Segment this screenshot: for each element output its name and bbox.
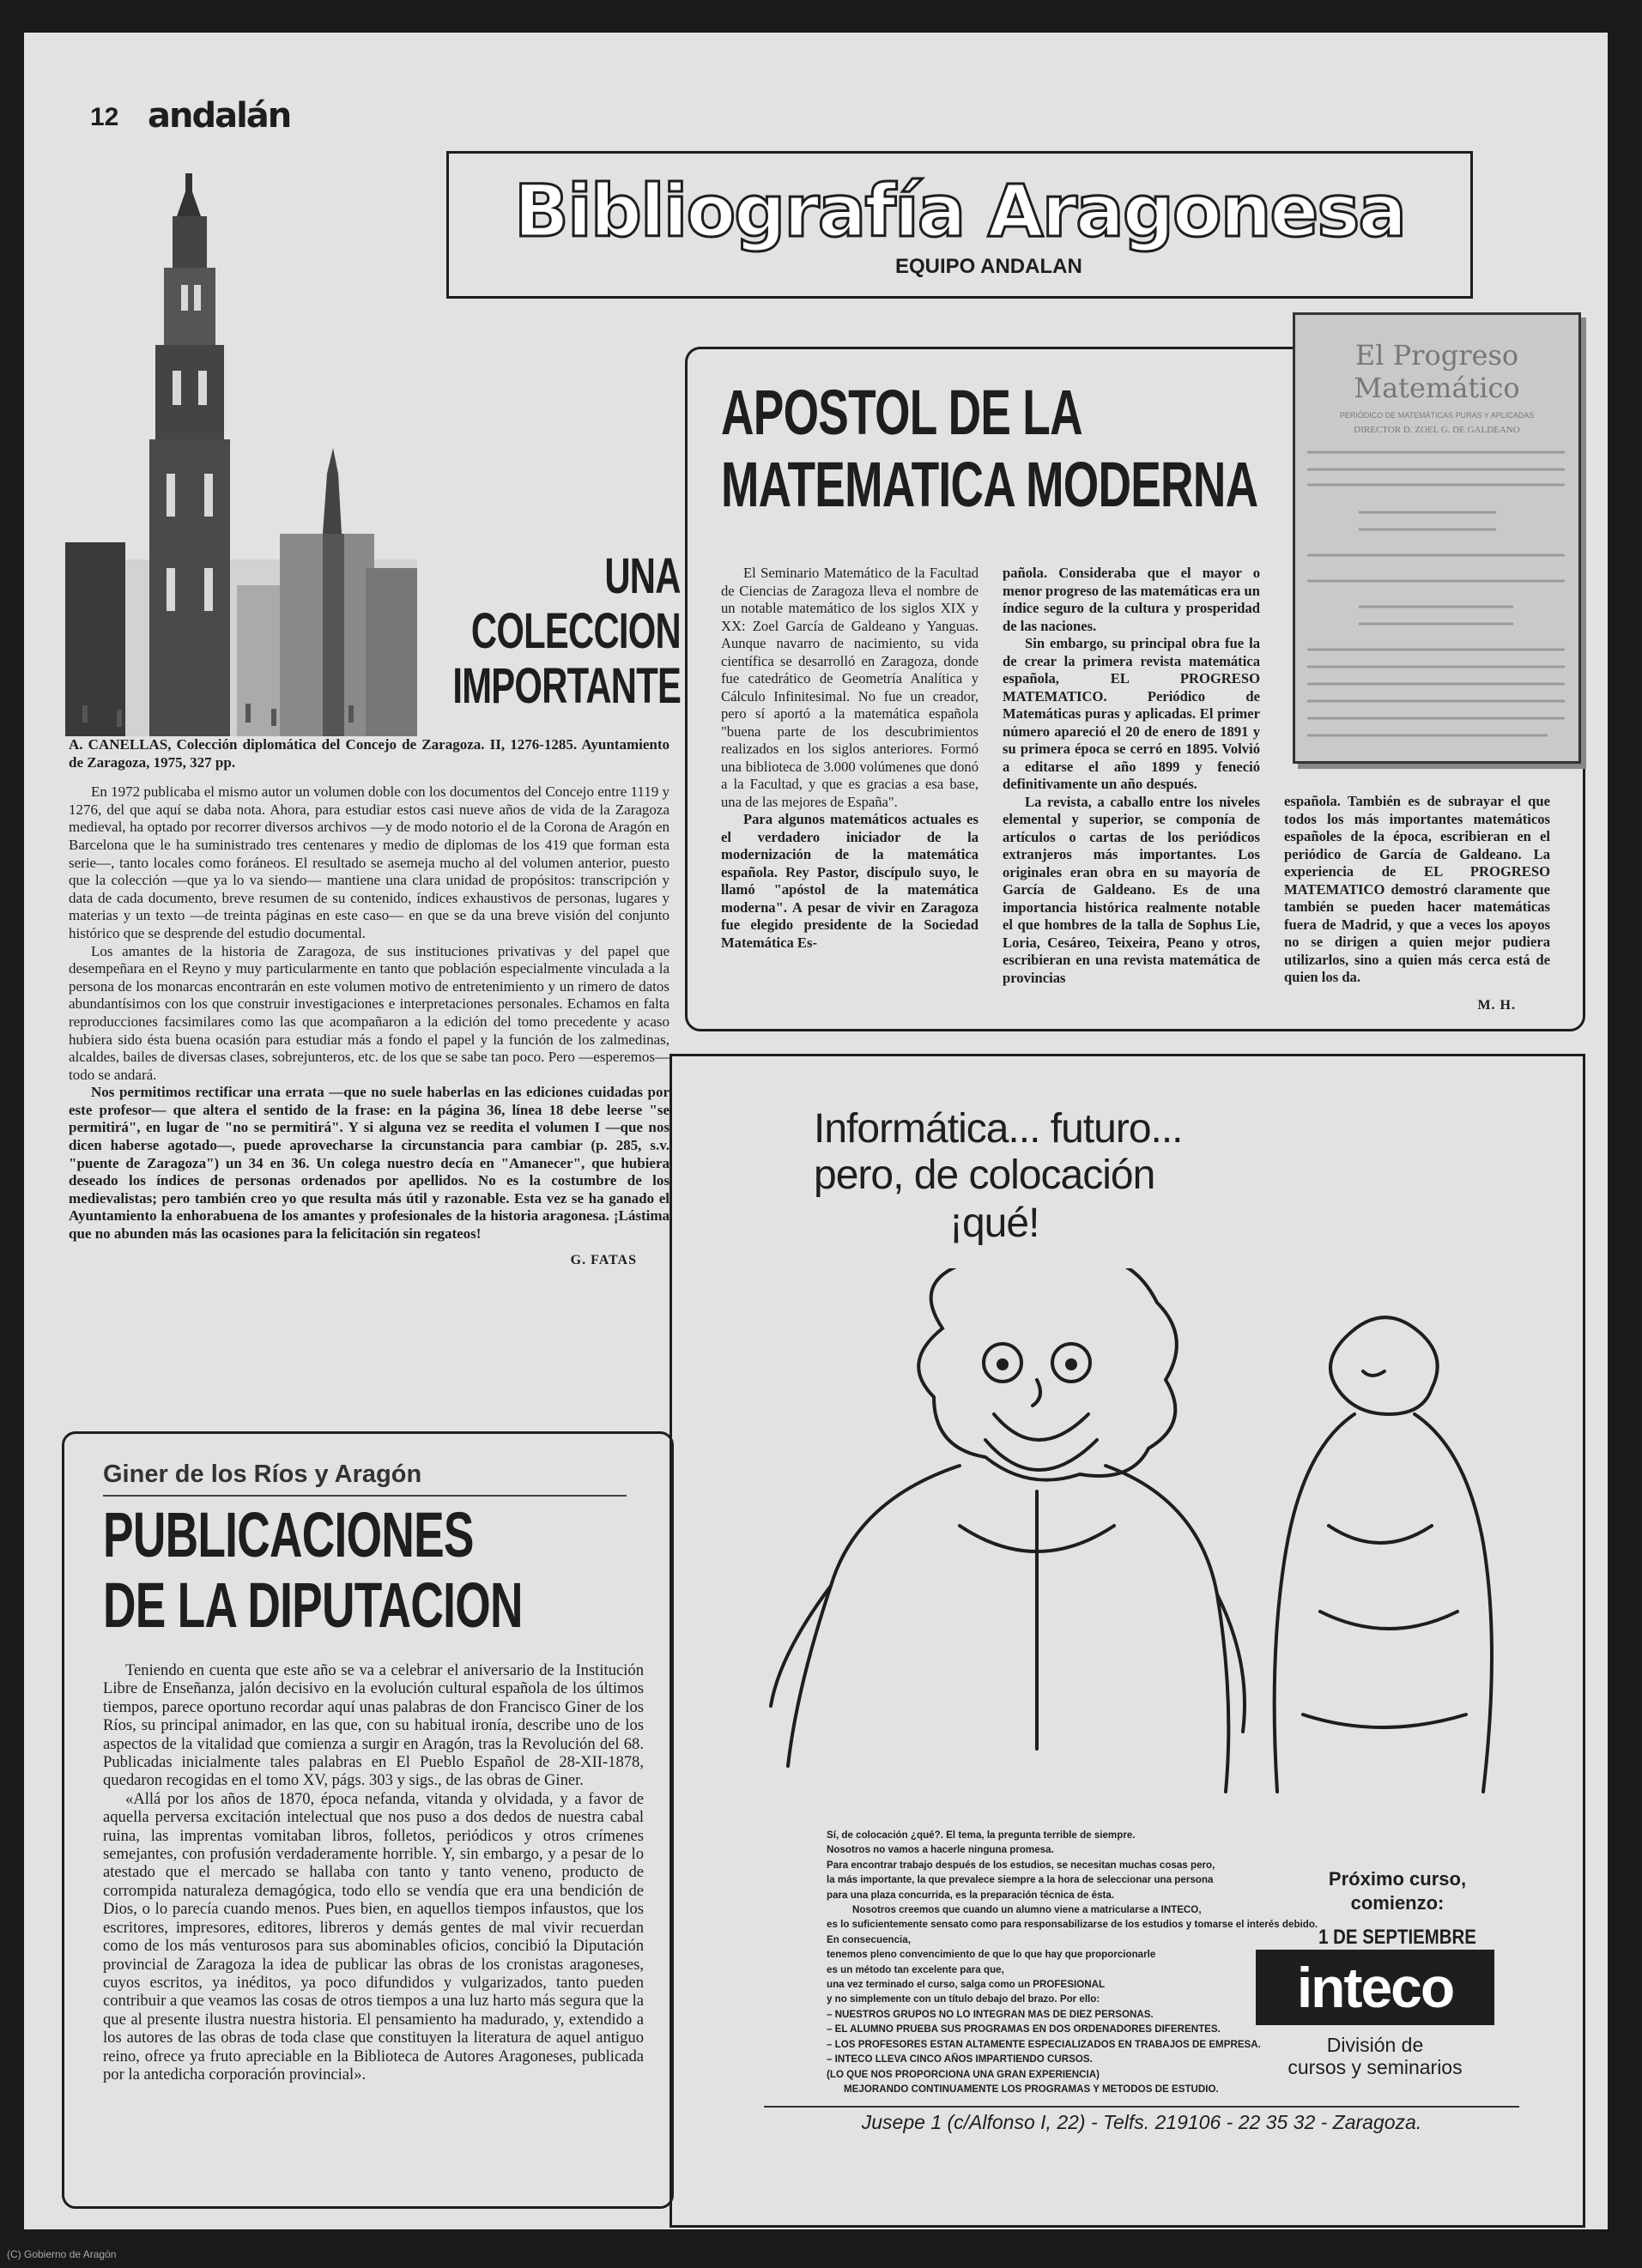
coleccion-paragraph-1: En 1972 publicaba el mismo autor un volumen doble con los documentos del Concejo entre 1119 y 1276, del que aquí se daba nota. Ahora, para estudiar estos casi nueve años de vida de la Zaragoza medieval, ha optado por recorrer diversos archivos —y de modo notorio el de la Corona de Aragón en Barcelona que le ha suministrado tres centenares y medio de diplomas de los 419 que forman esta serie—, tanto locales como foráneos. El resultado se asemeja mucho al del volumen anterior, puesto que la colección —que ya lo va siendo— mantiene una clara unidad de propósitos: transcripción y data de cada documento, breve resumen de su contenido, índices exhaustivos de personas, lugares y materias y un texto —de treinta páginas en este caso— en que se da una breve visión del conjunto histórico que se desprende del estudio documental. [69,783,670,941]
archive-credit: (C) Gobierno de Aragón [7,2248,117,2260]
ad-line-11: una vez terminado el curso, salga como un PROFESIONAL [827,1979,1106,1991]
ad-line-16: – INTECO LLEVA CINCO AÑOS IMPARTIENDO CURSOS. [827,2053,1093,2065]
ad-line-15: – LOS PROFESORES ESTAN ALTAMENTE ESPECIALIZADOS EN TRABAJOS DE EMPRESA. [827,2038,1261,2050]
coleccion-article [69,736,670,1269]
facsimile-text-lines [1307,444,1565,787]
apostol-column-1 [721,565,979,952]
giner-kicker-rule [103,1495,627,1497]
paper-sheet [24,33,1608,2229]
giner-paragraph-1: Teniendo en cuenta que este año se va a celebrar el aniversario de la Institución Libre de Enseñanza, jalón decisivo en la evolución cultural española de los últimos tiempos, parece oportuno recordar aquí unas palabras de don Francisco Giner de los Ríos, su principal animador, en las que, con su habitual ironía, describe uno de los aspectos de la vitalidad que comienza a surgir en Aragón, tras la Revolución del 68. Publicadas inicialmente tales palabras en El Pueblo Español de 28-XII-1878, quedaron recogidas en el tomo XV, págs. 303 y sigs., de las obras de Giner. [103,1661,644,1790]
inteco-division [1256,2034,1494,2078]
giner-headline-2: DE LA DIPUTACION [103,1569,523,1641]
division-line-2: cursos y seminarios [1288,2056,1463,2078]
section-title: Bibliografía Aragonesa [513,169,1406,253]
giner-article-body [103,1661,644,2084]
ad-headline-1: Informática... futuro... [814,1106,1183,1152]
coleccion-headline-2: COLECCION [470,603,681,659]
page-number: 12 [90,103,119,131]
ad-line-3: Para encontrar trabajo después de los estudios, se necesitan muchas cosas pero, [827,1859,1215,1871]
ad-line-13: – NUESTROS GRUPOS NO LO INTEGRAN MAS DE DIEZ PERSONAS. [827,2008,1154,2020]
facsimile-subtitle: PERIÓDICO DE MATEMÁTICAS PURAS Y APLICADAS [1339,411,1535,420]
giner-kicker: Giner de los Ríos y Aragón [103,1461,422,1488]
apostol-column-3 [1284,793,1550,1014]
apostol-col1-paragraph-1: El Seminario Matemático de la Facultad de Ciencias de Zaragoza lleva el nombre de un notable matemático de los siglos XIX y XX: Zoel García de Galdeano y Yanguas. Aunque navarro de nacimiento, su vida científica se desarrolló en Zaragoza, donde fue catedrático de Geometría Analítica y Cálculo Infinitesimal. No fue un creador, pero sí aportó a la matemática española "buena parte de los descubrimientos realizados en los siglos anteriores. Formó una biblioteca de 3.000 volúmenes que donó a la Facultad, y que es gracias a esa base, una de las mejores de España". [721,565,979,810]
ad-line-8: En consecuencia, [827,1933,911,1945]
giner-headline-1: PUBLICACIONES [103,1499,474,1570]
tower-illustration [65,165,417,736]
ad-line-2: Nosotros no vamos a hacerle ninguna promesa. [827,1844,1054,1856]
ad-line-10: es un método tan excelente para que, [827,1963,1004,1975]
ad-line-6: Nosotros creemos que cuando un alumno viene a matricularse a INTECO, [852,1904,1202,1916]
masthead-logo: andalán [148,96,291,136]
ad-line-4: la más importante, la que prevalece siempre a la hora de seleccionar una persona [827,1874,1214,1886]
cartoon-illustration [702,1268,1560,1817]
ad-line-1: Sí, de colocación ¿qué?. El tema, la pregunta terrible de siempre. [827,1830,1136,1841]
ad-address-rule [764,2106,1519,2108]
division-line-1: División de [1326,2034,1424,2056]
coleccion-paragraph-3: Nos permitimos rectificar una errata —que no suele haberlas en las ediciones cuidadas por este profesor— que altera el sentido de la frase: en la página 36, línea 18 debe leerse "se permitirá", en lugar de "no se permitirá". Y si alguna vez se reedita el volumen I —que nos dicen haberse agotado—, puede aprovecharse la circunstancia para cambiar (p. 285, s.v. "puente de Zaragoza") un 34 en 36. Un colega nuestro decía en "Amanecer", que hubiera deseado los índices de personas ordenados por apellidos. No es la costumbre de los medievalistas; pero también creo yo que resulta más útil y razonable. Esta vez se ha ganado el Ayuntamiento la enhorabuena de los amantes y profesionales de la historia aragonesa. ¡Lástima que no abunden más las ocasiones para la felicitación sin regateos! [69,1084,670,1243]
inteco-brand-text: inteco [1296,1956,1454,2019]
coleccion-paragraph-2: Los amantes de la historia de Zaragoza, de sus instituciones privativas y del papel que desempeñara en el Reyno y muy particularmente en tanto que población especialmente vinculada a la persona de los monarcas encontrarán en este volumen motivo de entretenimiento y un rimero de datos abundantísimos con los que construir investigaciones e interpretaciones personales. Echamos en falta reproducciones facsimilares como las que acompañaron a la edición del tomo precedente y acaso hubiera sido ésta buena ocasión para estudiar más a fondo el papel y la función de los zalmedinas, alcaldes, bailes de diversas clases, sobrejunteros, etc. de los que se sabe tan poco. Pero —esperemos— todo se andará. [69,942,670,1083]
ad-headline-3: ¡qué! [949,1201,1039,1246]
coleccion-headline-3: IMPORTANTE [452,658,681,714]
apostol-headline-2: MATEMATICA MODERNA [721,449,1258,520]
apostol-col2-paragraph-1: pañola. Consideraba que el mayor o menor progreso de las matemáticas era un índice seguro de la cultura y prosperidad de las naciones. [1003,565,1260,634]
next-course-date: 1 DE SEPTIEMBRE [1318,1926,1476,1949]
next-course-line-2: comienzo: [1350,1892,1445,1914]
section-subtitle: EQUIPO ANDALAN [895,255,1082,278]
ad-line-18: MEJORANDO CONTINUAMENTE LOS PROGRAMAS Y METODOS DE ESTUDIO. [844,2083,1219,2095]
giner-paragraph-2: «Allá por los años de 1870, época nefanda, vitanda y olvidada, y a favor de aquella perversa excitación intelectual que nos puso a dos dedos de nuestra cabal ruina, las imprentas vomitaban libros, folletos, periódicos y otros crímenes semejantes, con profusión verdaderamente horrible. Y, sin embargo, y a pesar de lo atestado que el mercado se hallaba con tanto y tanto veneno, producto de corrompida naturaleza demagógica, todo ello se vendía que era una bendición de Dios, o lo parecía cuando menos. Pues bien, en aquellos tiempos infaustos, que los escritores, impresores, editores, libreros y demás gentes de mal vivir recuerdan como de los más venturosos para sus abominables oficios, concibió la Diputación provincial de Zaragoza la idea de publicar las obras de los cronistas aragoneses, cuyos escritos, ya inéditos, ya poco difundidos y vulgarizados, tanto pueden contribuir a que veamos las cosas de otros tiempos a una luz harto más segura que la que al presente ilustra nuestra historia. El pensamiento ha madurado, y, extendido a los autores de las obras de toda clase que constituyen la literatura de aquel antiguo reino, ofrece ya fruto apreciable en la Biblioteca de Autores Aragoneses, publicada por la antedicha corporación provincial». [103,1789,644,2084]
section-banner [446,151,1473,299]
apostol-col1-paragraph-2: Para algunos matemáticos actuales es el verdadero iniciador de la modernización de la matemática española. Rey Pastor, discípulo suyo, le llamó "apóstol de la matemática moderna". A pesar de vivir en Zaragoza fue elegido presidente de la Sociedad Matemática Es- [721,811,979,951]
ad-line-7: es lo suficientemente sensato como para responsabilizarse de los estudios y tomarse el interés debido. [827,1919,1318,1931]
apostol-column-2 [1003,565,1260,987]
apostol-col2-paragraph-2: Sin embargo, su principal obra fue la de crear la primera revista matemática española, EL PROGRESO MATEMATICO. Periódico de Matemáticas puras y aplicadas. El primer número apareció el 20 de enero de 1891 y su primera época se cerró en 1895. Volvió a editarse el año 1899 y feneció definitivamente un año después. [1003,635,1260,792]
facsimile-image [1293,312,1581,764]
facsimile-director: DIRECTOR D. ZOEL G. DE GALDEANO [1354,425,1520,435]
ad-headline-2: pero, de colocación [814,1152,1155,1198]
coleccion-signature: G. FATAS [570,1252,637,1267]
apostol-signature: M. H. [1477,997,1516,1013]
next-course-notice [1277,1867,1518,1950]
ad-line-14: – EL ALUMNO PRUEBA SUS PROGRAMAS EN DOS ORDENADORES DIFERENTES. [827,2023,1221,2035]
apostol-headline-1: APOSTOL DE LA [721,377,1082,448]
ad-line-5: para una plaza concurrida, es la preparación técnica de ésta. [827,1889,1115,1901]
next-course-line-1: Próximo curso, [1328,1868,1467,1890]
ad-address: Jusepe 1 (c/Alfonso I, 22) - Telfs. 219106 - 22 35 32 - Zaragoza. [861,2111,1422,2133]
coleccion-headline-1: UNA [604,548,681,604]
apostol-col2-paragraph-3: La revista, a caballo entre los niveles elemental y superior, se componía de artículos o cartas de los periódicos extranjeros más importantes. Los originales eran obra en su mayoría de García de Galdeano. Es de una importancia histórica realmente notable el que hombres de la talla de Sophus Lie, Loria, Cesáreo, Teixeira, Peano y otros, escribieran en una revista matemática de provincias [1003,793,1260,986]
inteco-logo [1256,1950,1494,2025]
ad-line-9: tenemos pleno convencimiento de que lo que hay que proporcionarle [827,1949,1156,1961]
apostol-col3-paragraph-1: española. También es de subrayar el que todos los más importantes matemáticos españoles de la época, escribieran en el periódico de García de Galdeano. La experiencia de EL PROGRESO MATEMATICO demostró claramente que también se pueden hacer matemáticas fuera de Madrid, y que a veces los apoyos no se dirigen a quien mejor pudiera utilizarlos, sino a quien más cerca está de quien los da. [1284,793,1550,985]
coleccion-citation: A. CANELLAS, Colección diplomática del Concejo de Zaragoza. II, 1276-1285. Ayuntamiento de Zaragoza, 1975, 327 pp. [69,736,670,771]
facsimile-title: El Progreso Matemático [1354,339,1520,404]
ad-line-12: y no simplemente con un título debajo del brazo. Por ello: [827,1993,1100,2005]
ad-line-17: (LO QUE NOS PROPORCIONA UNA GRAN EXPERIENCIA) [827,2068,1100,2080]
